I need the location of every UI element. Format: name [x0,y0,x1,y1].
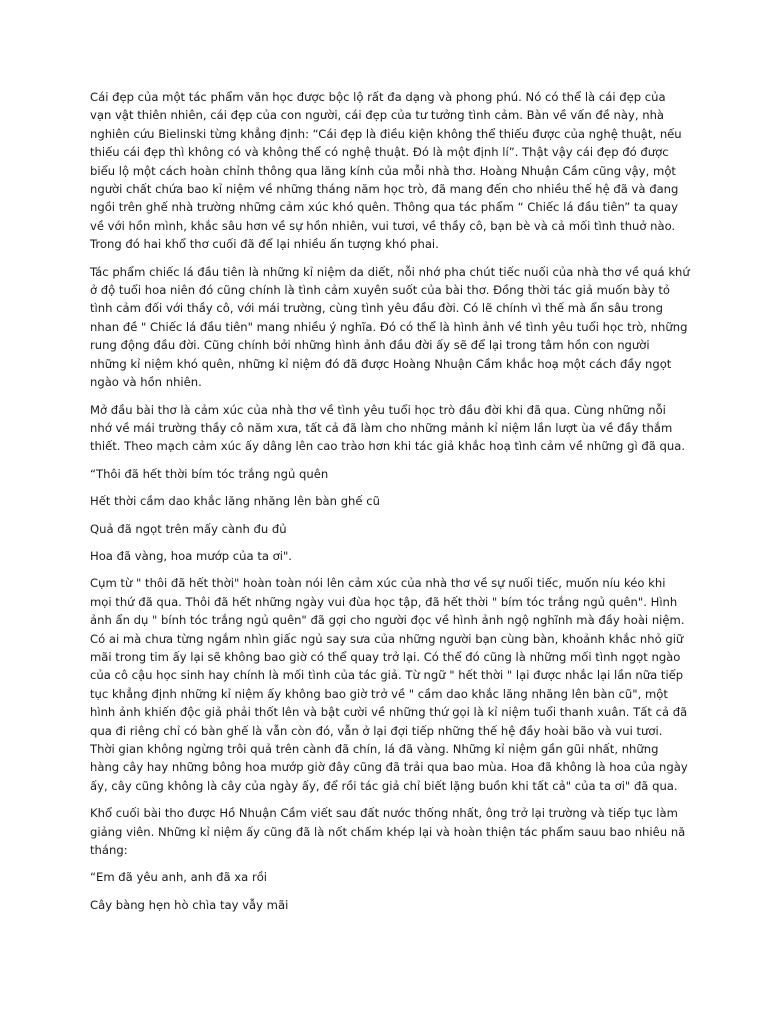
verse-line: Hết thời cầm dao khắc lăng nhăng lên bàn ghế cũ [90,494,380,509]
verse-line: Quả đã ngọt trên mấy cành đu đủ [90,521,287,536]
paragraph-theme: Tác phẩm chiếc lá đầu tiên là những kỉ niệm da diết, nỗi nhớ pha chút tiếc nuối của nhà thơ về quá khứ ở độ tuổi hoa niên đó cũng chính là tình cảm xuyên suốt của bài thơ. Đồng thời tác giả muốn bày tỏ tình cảm đối với thầy cô, với mái trường, cùng tình yêu đầu đời. Có lẽ chính vì thế mà ẩn sâu trong nhan đề " Chiếc lá đầu tiên" mang nhiều ý nghĩa. Đó có thể là hình ảnh về tình yêu tuổi học trò, những rung động đầu đời. Cũng chính bởi những hình ảnh đầu đời ấy sẽ để lại trong tâm hồn con người những kỉ niệm khó quên, những kỉ niệm đó đã được Hoàng Nhuận Cầm khắc hoạ một cách đầy ngọt ngào và hồn nhiên. [90,264,690,390]
verse-line: Hoa đã vàng, hoa mướp của ta ơi". [90,548,292,563]
paragraph-opening: Mở đầu bài thơ là cảm xúc của nhà thơ về tình yêu tuổi học trò đầu đời khi đã qua. Cùng những nỗi nhớ về mái trường thầy cô năm xưa, tất cả đã làm cho những mảnh kỉ niệm lần lượt ùa về đầy thắm thiết. Theo mạch cảm xúc ấy dâng lên cao trào hơn khi tác giả khắc hoạ tình cảm về những gì đã qua. [90,402,686,454]
verse-line: “Thôi đã hết thời bím tóc trắng ngủ quên [90,466,329,481]
verse-line: “Em đã yêu anh, anh đã xa rồi [90,870,268,885]
paragraph-intro: Cái đẹp của một tác phẩm văn học được bộc lộ rất đa dạng và phong phú. Nó có thể là cái đẹp của vạn vật thiên nhiên, cái đẹp của con người, cái đẹp của tư tưởng tình cảm. Bàn về vấn đề này, nhà nghiên cứu Bielinski từng khẳng định: “Cái đẹp là điều kiện không thể thiếu được của nghệ thuật, nếu thiếu cái đẹp thì không có và không thể có nghệ thuật. Đó là một định lí”. Thật vậy cái đẹp đó được biểu lộ một cách hoàn chỉnh thông qua lăng kính của mỗi nhà thơ. Hoàng Nhuận Cầm cũng vậy, một người chất chứa bao kỉ niệm về những tháng năm học trò, đã mang đến cho nhiều thế hệ đã và đang ngồi trên ghế nhà trường những cảm xúc khó quên. Thông qua tác phẩm “ Chiếc lá đầu tiên” ta quay về với hồn mình, khắc sâu hơn về sự hồn nhiên, vui tươi, về thầy cô, bạn bè và cả mối tình thuở nào. Trong đó hai khổ thơ cuối đã để lại nhiều ấn tượng khó phai. [90,90,682,252]
verse-line: Cây bàng hẹn hò chìa tay vẫy mãi [90,897,289,912]
document-page [90,88,690,923]
paragraph-analysis: Cụm từ " thôi đã hết thời" hoàn toàn nói lên cảm xúc của nhà thơ về sự nuối tiếc, muốn níu kéo khi mọi thứ đã qua. Thôi đã hết những ngày vui đùa học tập, đã hết thời " bím tóc trắng ngủ quên". Hình ảnh ẩn dụ " bính tóc trắng ngủ quên" đã gợi cho người đọc về hình ảnh ngộ nghĩnh mà đầy hoài niệm. Có ai mà chưa từng ngắm nhìn giấc ngủ say sưa của những người bạn cùng bàn, khoảnh khắc nhỏ giữ mãi trong tim ấy lại sẽ không bao giờ có thể quay trở lại. Có thể đó cũng là những mối tình ngọt ngào của cô cậu học sinh hay chính là mối tình của tác giả. Từ ngữ " hết thời " lại được nhắc lại lần nữa tiếp tục khẳng định những kỉ niệm ấy không bao giờ trở về " cầm dao khắc lăng nhăng lên bàn cũ", một hình ảnh khiến độc giả phải thốt lên và bật cười về những thứ gọi là kỉ niệm tuổi thanh xuân. Tất cả đã qua đi riêng chỉ có bàn ghế là vẫn còn đó, vẫn ở lại đợi tiếp những thế hệ đầy hoài bão và vui tươi. Thời gian không ngừng trôi quả trên cành đã chín, lá đã vàng. Những kỉ niệm gần gũi nhất, những hàng cây hay những bông hoa mướp giờ đây cũng đã trải qua bao mùa. Hoa đã không là hoa của ngày ấy, cây cũng không là cây của ngày ấy, để rồi tác giả chỉ biết lặng buồn khi tất cả" của ta ơi" đã qua. [90,576,688,793]
paragraph-final-stanza-intro: Khổ cuối bài tho được Hồ Nhuận Cầm viết sau đất nước thống nhất, ông trở lại trường và tiếp tục làm giảng viên. Những kỉ niệm ấy cũng đã là nốt chấm khép lại và hoàn thiện tác phẩm sauu bao nhiêu nă tháng: [90,806,686,858]
